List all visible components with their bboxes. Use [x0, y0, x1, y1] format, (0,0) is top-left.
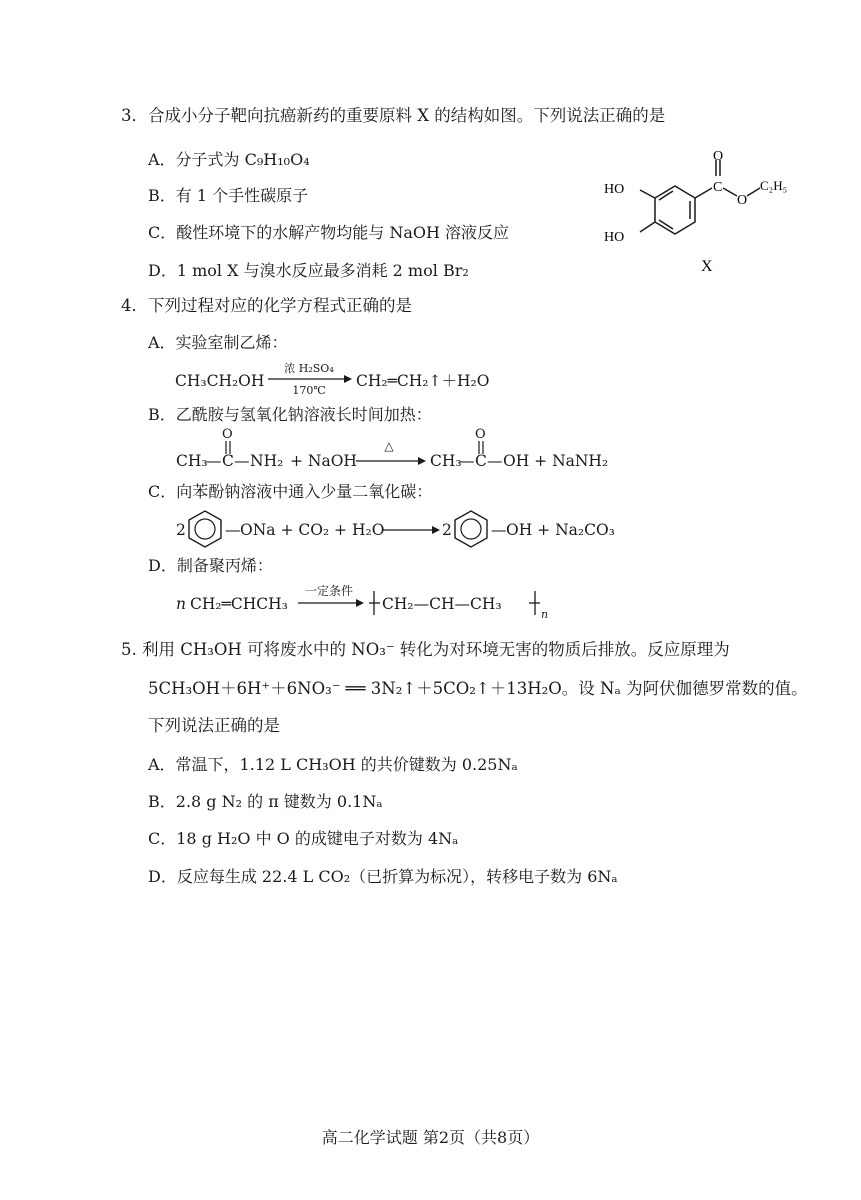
q4a-reactant: CH₃CH₂OH — [175, 372, 265, 390]
q4b-left-bond2: — — [234, 452, 250, 470]
carbonyl-oxygen-label: O — [713, 149, 724, 164]
q4-stem: 4．下列过程对应的化学方程式正确的是 — [121, 296, 412, 315]
q4d-left-bracket — [367, 589, 381, 617]
ho-top-label: HO — [604, 182, 625, 197]
q5-option-d: D．反应每生成 22.4 L CO₂（已折算为标况），转移电子数为 6Nₐ — [148, 867, 618, 886]
q4b-arrow — [356, 455, 426, 467]
q4c-right-coefficient: 2 — [442, 521, 452, 539]
q4b-right-bond2: — — [487, 452, 503, 470]
q4-option-d-label: D．制备聚丙烯： — [148, 556, 273, 575]
q4b-nh2: NH₂ — [250, 452, 284, 470]
q4d-n-coefficient: n — [176, 595, 186, 613]
q4a-product: CH₂═CH₂↑＋H₂O — [356, 372, 490, 390]
ethyl-group-label: C₂H₅ — [760, 178, 788, 193]
q5-stem-line2: 5CH₃OH＋6H⁺＋6NO₃⁻ ══ 3N₂↑＋5CO₂↑＋13H₂O。设 Nₐ 为阿伏伽德罗常数的值。 — [148, 679, 808, 698]
q4b-left-carbon: C — [222, 452, 234, 470]
q4b-right-bond1: — — [459, 452, 475, 470]
q4c-right-group: OH + Na₂CO₃ — [506, 521, 615, 539]
q4d-right-bracket — [528, 589, 542, 617]
q4d-subscript-n: n — [541, 608, 549, 621]
q5-stem-line1: 5. 利用 CH₃OH 可将废水中的 NO₃⁻ 转化为对环境无害的物质后排放。反应原理为 — [121, 640, 730, 659]
molecule-name-label: X — [701, 258, 713, 275]
ho-bottom-label: HO — [604, 230, 625, 245]
q4c-left-bond: — — [225, 521, 241, 539]
q4c-left-coefficient: 2 — [176, 521, 186, 539]
q4d-monomer: CH₂═CHCH₃ — [190, 595, 288, 613]
q4c-right-benzene-ring — [450, 508, 492, 550]
q5-option-a: A．常温下，1.12 L CH₃OH 的共价键数为 0.25Nₐ — [148, 755, 518, 774]
q4c-right-bond: — — [491, 521, 507, 539]
q4b-right-oxygen: O — [475, 427, 486, 442]
q4b-right-ch3: CH₃ — [430, 452, 462, 470]
ester-oxygen-label: O — [737, 193, 748, 208]
q3-option-a: A．分子式为 C₉H₁₀O₄ — [148, 150, 310, 169]
q4-option-a-label: A．实验室制乙烯： — [148, 333, 288, 352]
q4-option-b-label: B．乙酰胺与氢氧化钠溶液长时间加热： — [148, 405, 432, 424]
page-footer: 高二化学试题 第2页（共8页） — [321, 1128, 540, 1147]
q4d-condition-top: 一定条件 — [304, 584, 353, 598]
carbonyl-carbon-label: C — [713, 180, 723, 195]
q4b-heat-symbol: △ — [384, 439, 394, 453]
q3-option-d: D．1 mol X 与溴水反应最多消耗 2 mol Br₂ — [148, 261, 469, 280]
q3-option-b: B．有 1 个手性碳原子 — [148, 186, 309, 205]
q3-option-c: C．酸性环境下的水解产物均能与 NaOH 溶液反应 — [148, 223, 510, 242]
q4c-left-group: ONa + CO₂ + H₂O — [240, 521, 385, 539]
q5-option-b: B．2.8 g N₂ 的 π 键数为 0.1Nₐ — [148, 792, 383, 811]
q4d-polymer-chain: CH₂—CH—CH₃ — [382, 595, 502, 613]
q4b-left-bond1: — — [206, 452, 222, 470]
q4-option-c-label: C．向苯酚钠溶液中通入少量二氧化碳： — [148, 482, 433, 501]
q3-stem: 3．合成小分子靶向抗癌新药的重要原料 X 的结构如图。下列说法正确的是 — [121, 106, 666, 125]
q4c-left-benzene-ring — [184, 508, 226, 550]
q4a-condition-bottom: 170℃ — [292, 384, 326, 397]
q5-stem-line3: 下列说法正确的是 — [148, 716, 280, 735]
molecule-x-structure — [600, 148, 800, 278]
q4b-plus-naoh: + NaOH — [290, 452, 357, 470]
q4b-product-tail: OH + NaNH₂ — [503, 452, 609, 470]
q4b-left-oxygen: O — [222, 427, 233, 442]
q4a-condition-top: 浓 H₂SO₄ — [284, 362, 334, 375]
q4b-right-carbon: C — [475, 452, 487, 470]
q4d-arrow — [298, 597, 364, 609]
q4b-left-ch3: CH₃ — [176, 452, 208, 470]
q4c-arrow — [382, 524, 440, 536]
q5-option-c: C．18 g H₂O 中 O 的成键电子对数为 4Nₐ — [148, 829, 459, 848]
